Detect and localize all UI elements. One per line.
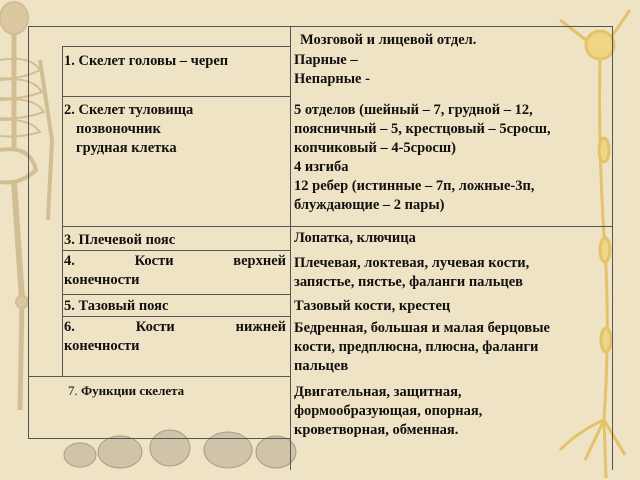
skeleton-illustration: [0, 2, 52, 410]
row-2-right-line: 5 отделов (шейный – 7, грудной – 12,: [294, 102, 533, 118]
row-2-left-line: грудная клетка: [76, 140, 177, 156]
row-4-right-line: запястье, пястье, фаланги пальцев: [294, 274, 523, 290]
skulls-illustration: [64, 430, 296, 468]
row-7-right-line: формообразующая, опорная,: [294, 403, 483, 419]
header-title: Мозговой и лицевой отдел.: [300, 32, 477, 48]
row-6-right-line: пальцев: [294, 358, 349, 374]
row-7-right-line: Двигательная, защитная,: [294, 384, 462, 400]
row-4-left-line: 4. Кости верхней: [64, 253, 286, 269]
row-7-number: 7.: [68, 383, 78, 398]
row-2-right-line: 12 ребер (истинные – 7п, ложные-3п,: [294, 178, 535, 194]
row-4-left-line: конечности: [64, 272, 140, 288]
row-2-right-line: блуждающие – 2 пары): [294, 197, 445, 213]
row-7-left-line: Функции скелета: [81, 383, 185, 398]
row-6-left-line: конечности: [64, 338, 140, 354]
row-6-right-line: Бедренная, большая и малая берцовые: [294, 320, 550, 336]
row-5-left-line: 5. Тазовый пояс: [64, 298, 169, 314]
row-2-right-line: 4 изгиба: [294, 159, 349, 175]
row-7-right-line: кроветворная, обменная.: [294, 422, 459, 438]
row-2-right-line: копчиковый – 4-5сросш): [294, 140, 456, 156]
row-6-left-line: 6. Кости нижней: [64, 319, 286, 335]
row-5-right-line: Тазовый кости, крестец: [294, 298, 451, 314]
row-2-right-line: поясничный – 5, крестцовый – 5сросш,: [294, 121, 551, 137]
row-3-left-line: 3. Плечевой пояс: [64, 232, 176, 248]
row-2-left-line: позвоночник: [76, 121, 161, 137]
row-1-right-line: Непарные -: [294, 71, 370, 87]
row-1-left-line: 1. Скелет головы – череп: [64, 53, 229, 69]
row-6-right-line: кости, предплюсна, плюсна, фаланги: [294, 339, 539, 355]
row-1-right-line: Парные –: [294, 52, 358, 68]
row-3-right-line: Лопатка, ключица: [294, 230, 416, 246]
row-4-right-line: Плечевая, локтевая, лучевая кости,: [294, 255, 530, 271]
row-2-left-line: 2. Скелет туловища: [64, 102, 194, 118]
